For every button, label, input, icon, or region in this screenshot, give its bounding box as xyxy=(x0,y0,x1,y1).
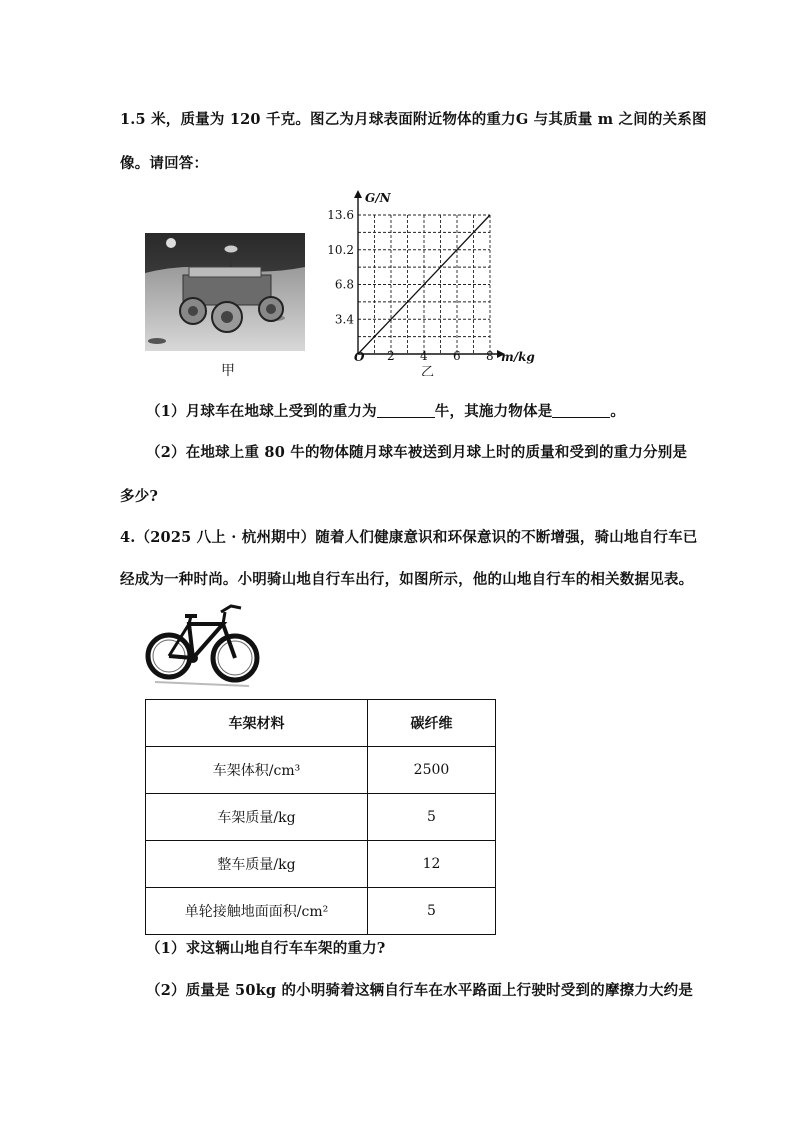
gravity-mass-chart xyxy=(325,186,545,376)
x-axis-label: m/kg xyxy=(501,350,535,364)
y-tick-label: 3.4 xyxy=(334,312,354,327)
table-header-cell: 碳纤维 xyxy=(368,700,496,747)
x-tick-label: 8 xyxy=(486,349,494,363)
figure-label-b: 乙 xyxy=(421,365,435,376)
table-cell: 车架体积/cm³ xyxy=(146,747,368,794)
question-1 xyxy=(146,400,625,421)
figure-label-a: 甲 xyxy=(221,363,235,379)
y-axis-arrow xyxy=(354,190,362,198)
x-tick-label: 4 xyxy=(420,349,428,363)
origin-label: O xyxy=(354,350,365,364)
table-cell: 整车质量/kg xyxy=(146,841,368,888)
question-2-line-1: （2）在地球上重 80 牛的物体随月球车被送到月球上时的质量和受到的重力分别是 xyxy=(146,444,688,461)
answer-blank-weight[interactable] xyxy=(377,403,435,418)
question-1-end: 。 xyxy=(610,403,626,420)
bike-spec-table xyxy=(145,699,496,935)
bike-spec-table-body xyxy=(146,700,496,935)
x-tick-label: 6 xyxy=(453,349,461,363)
y-tick-label: 13.6 xyxy=(327,208,354,222)
table-row xyxy=(146,841,496,888)
y-tick-label: 6.8 xyxy=(334,277,354,292)
table-row xyxy=(146,888,496,935)
answer-blank-force-source[interactable] xyxy=(552,403,610,418)
y-tick-label: 10.2 xyxy=(327,242,354,257)
question-1-mid: 牛，其施力物体是 xyxy=(434,403,553,420)
paragraph-line-2: 像。请回答： xyxy=(120,155,209,172)
sub-question-1: （1）求这辆山地自行车车架的重力? xyxy=(146,940,386,957)
paragraph-line-1: 1.5 米，质量为 120 千克。图乙为月球表面附近物体的重力G 与其质量 m 之间的关系图 xyxy=(120,111,707,128)
y-axis-label: G/N xyxy=(365,191,391,205)
table-cell: 12 xyxy=(368,841,496,888)
mountain-bike-image xyxy=(145,598,263,694)
table-row xyxy=(146,747,496,794)
sub-question-2: （2）质量是 50kg 的小明骑着这辆自行车在水平路面上行驶时受到的摩擦力大约是 xyxy=(146,982,694,999)
table-row xyxy=(146,794,496,841)
table-cell: 2500 xyxy=(368,747,496,794)
table-header-cell: 车架材料 xyxy=(146,700,368,747)
question-4-line-1: 4.（2025 八上 · 杭州期中）随着人们健康意识和环保意识的不断增强，骑山地自行车已 xyxy=(120,529,698,546)
table-header-row xyxy=(146,700,496,747)
question-2-line-2: 多少? xyxy=(120,488,159,505)
table-cell: 车架质量/kg xyxy=(146,794,368,841)
table-cell: 单轮接触地面面积/cm² xyxy=(146,888,368,935)
lunar-rover-image xyxy=(145,233,305,351)
question-1-prefix: （1）月球车在地球上受到的重力为 xyxy=(146,403,377,420)
question-4-line-2: 经成为一种时尚。小明骑山地自行车出行，如图所示，他的山地自行车的相关数据见表。 xyxy=(120,571,694,588)
table-cell: 5 xyxy=(368,794,496,841)
x-tick-label: 2 xyxy=(387,349,395,363)
table-cell: 5 xyxy=(368,888,496,935)
